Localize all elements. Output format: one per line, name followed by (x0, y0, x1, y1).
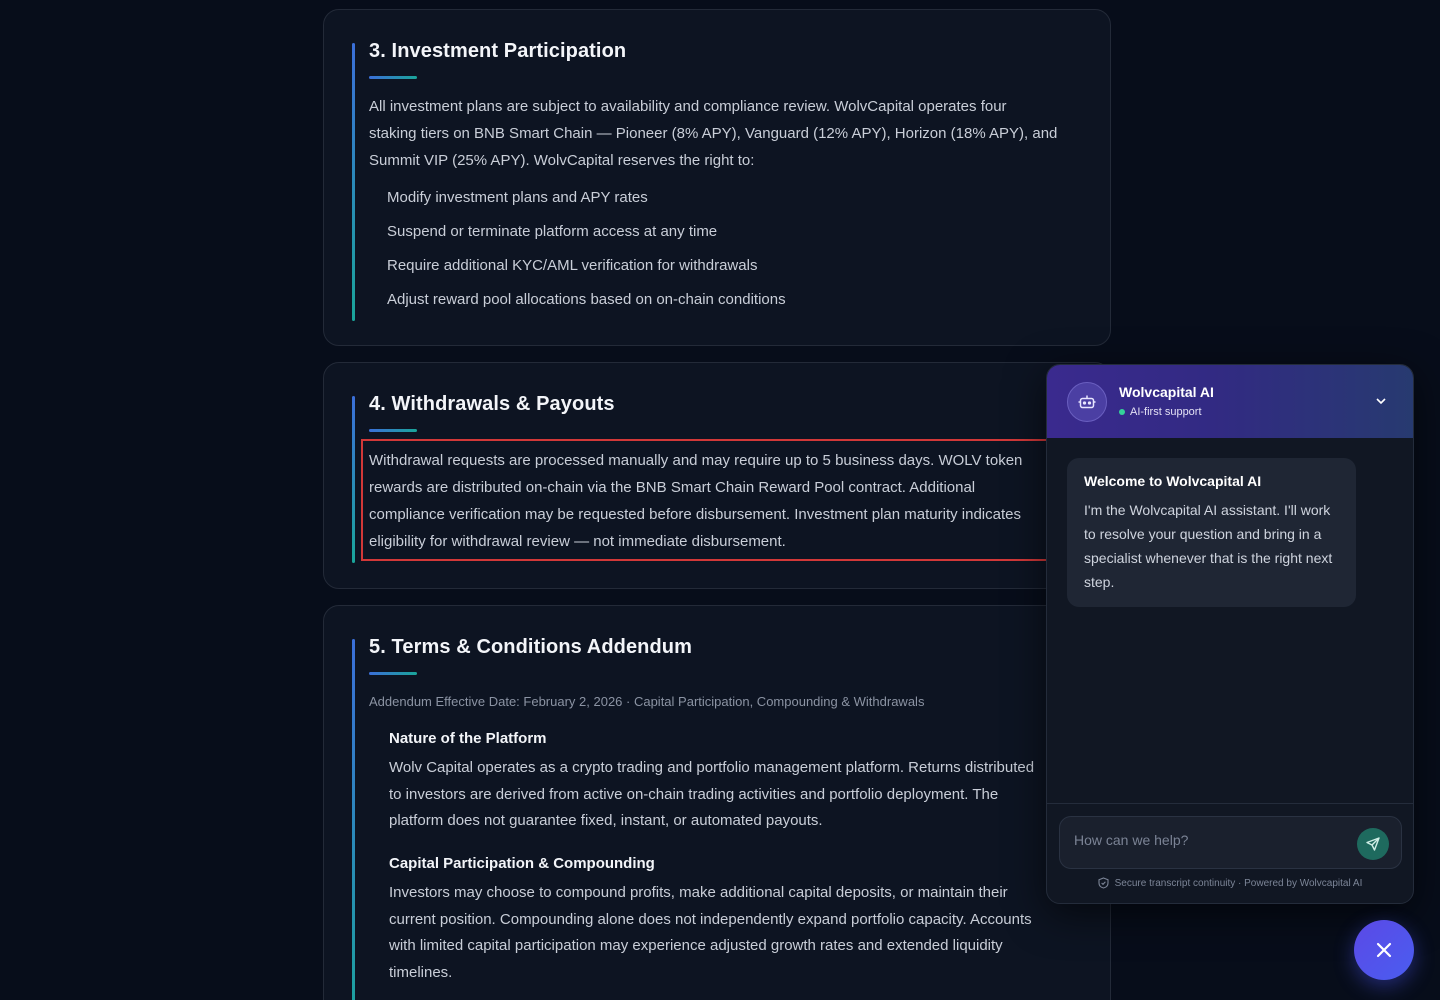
list-item: Require additional KYC/AML verification for withdrawals (387, 257, 758, 274)
paragraph-line: eligibility for withdrawal review — not immediate disbursement. (369, 533, 786, 550)
section-accent-bar (352, 396, 355, 563)
paragraph-line: to investors are derived from active on-chain trading activities and portfolio deployment. The (389, 785, 999, 803)
chat-close-button[interactable] (1354, 920, 1414, 980)
title-underline (369, 672, 417, 675)
section-title: 3. Investment Participation (369, 40, 627, 62)
welcome-body: I'm the Wolvcapital AI assistant. I'll work to resolve your question and bring in a specialist whenever that is the right next step. (1084, 502, 1333, 590)
welcome-message (1067, 458, 1356, 607)
close-icon (1374, 940, 1394, 960)
shield-icon (1098, 877, 1109, 889)
section-title: 5. Terms & Conditions Addendum (369, 636, 693, 658)
list-item: Adjust reward pool allocations based on on-chain conditions (387, 291, 786, 308)
paragraph-line: Wolv Capital operates as a crypto trading and portfolio management platform. Returns distributed (389, 759, 1035, 776)
list-item: Modify investment plans and APY rates (387, 189, 648, 206)
chat-status-label: AI-first support (1130, 406, 1202, 418)
list-item: Suspend or terminate platform access at any time (387, 223, 718, 240)
paragraph-line: All investment plans are subject to availability and compliance review. WolvCapital operates four (369, 98, 1007, 115)
chat-status (1119, 406, 1202, 418)
section-paragraph (369, 93, 1057, 174)
paragraph-line: Withdrawal requests are processed manually and may require up to 5 business days. WOLV token (369, 452, 1023, 469)
send-button[interactable] (1357, 828, 1389, 860)
subsection-paragraph (389, 880, 1032, 986)
subsection-heading: Capital Participation & Compounding (389, 855, 655, 872)
chevron-down-icon[interactable] (1371, 391, 1391, 411)
chat-divider (1047, 803, 1413, 804)
chat-title: Wolvcapital AI (1119, 384, 1214, 400)
welcome-title: Welcome to Wolvcapital AI (1084, 473, 1262, 489)
section-accent-bar (352, 639, 355, 1000)
paragraph-line: staking tiers on BNB Smart Chain — Pioneer (8% APY), Vanguard (12% APY), Horizon (18% APY), and (369, 125, 1058, 142)
online-status-dot (1119, 409, 1125, 415)
title-underline (369, 76, 417, 79)
paragraph-line: current position. Compounding alone does not independently expand portfolio capacity. Accounts (389, 910, 1032, 928)
send-icon (1365, 836, 1381, 852)
section-title: 4. Withdrawals & Payouts (369, 393, 615, 415)
paragraph-line: rewards are distributed on-chain via the BNB Smart Chain Reward Pool contract. Additional (369, 479, 976, 496)
paragraph-line: Investors may choose to compound profits, make additional capital deposits, or maintain their (389, 884, 1008, 901)
chat-footer (1047, 877, 1413, 889)
paragraph-line: with limited capital participation may experience adjusted growth rates and extended liquidity (389, 937, 1003, 954)
chat-widget (1046, 364, 1414, 904)
section-card-terms-addendum (323, 605, 1111, 1000)
section-card-investment-participation (323, 9, 1111, 346)
paragraph-line: Summit VIP (25% APY). WolvCapital reserves the right to: (369, 152, 755, 169)
chat-input-container (1059, 816, 1402, 869)
chat-message-input[interactable] (1074, 832, 1344, 848)
subsection-paragraph (389, 755, 1034, 835)
chat-footer-text: Secure transcript continuity · Powered by Wolvcapital AI (1114, 877, 1363, 889)
subsection-heading: Nature of the Platform (389, 730, 547, 747)
robot-icon (1067, 382, 1107, 422)
chat-header (1047, 365, 1413, 438)
paragraph-line: compliance verification may be requested before disbursement. Investment plan maturity indicates (369, 506, 1021, 523)
paragraph-line: platform does not guarantee fixed, instant, or automated payouts. (389, 812, 823, 829)
highlight-box (361, 439, 1081, 561)
addendum-meta: Addendum Effective Date: February 2, 2026 · Capital Participation, Compounding & Withdrawals (369, 694, 925, 709)
title-underline (369, 429, 417, 432)
paragraph-line: timelines. (389, 963, 453, 981)
section-accent-bar (352, 43, 355, 321)
